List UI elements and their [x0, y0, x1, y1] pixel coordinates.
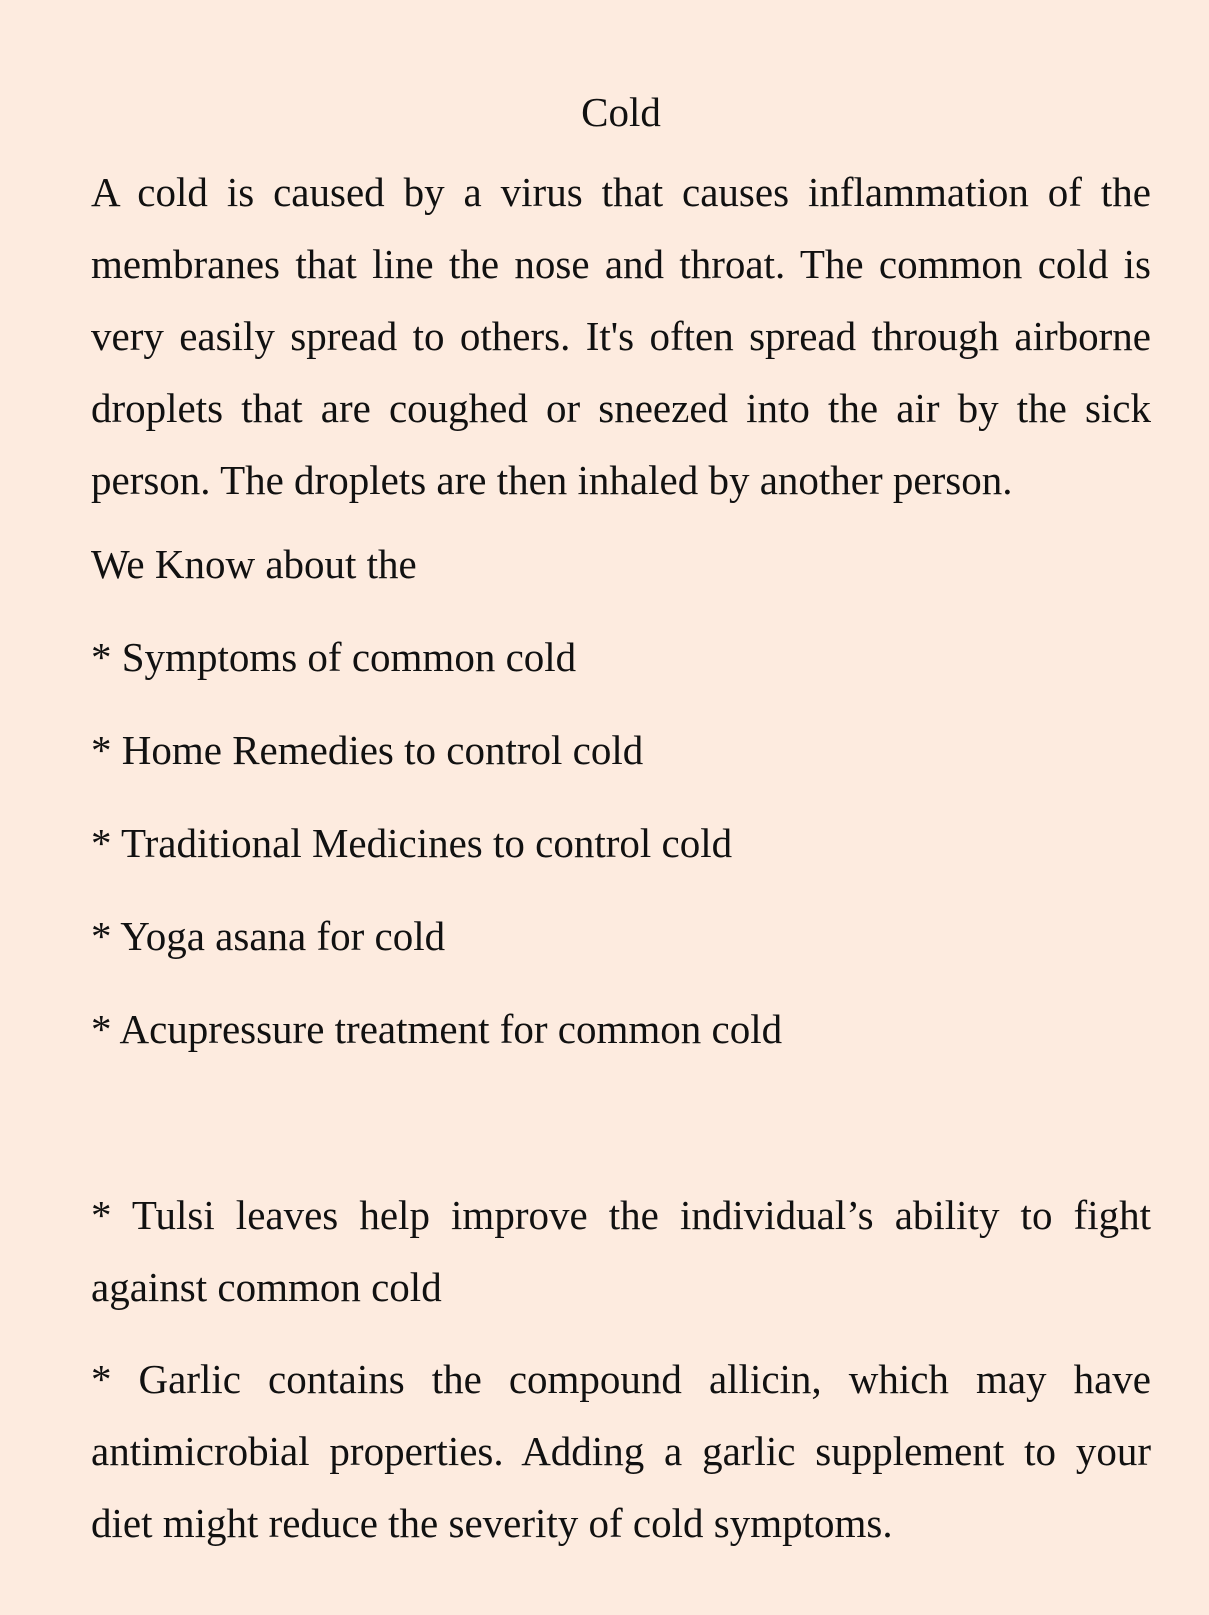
- section-spacer: [91, 1094, 1151, 1179]
- page-title: Cold: [581, 89, 661, 135]
- topic-item-traditional-medicines: * Traditional Medicines to control cold: [91, 820, 733, 866]
- topic-item-acupressure: * Acupressure treatment for common cold: [91, 1006, 783, 1052]
- topic-item-home-remedies: * Home Remedies to control cold: [91, 727, 644, 773]
- topic-item-symptoms: * Symptoms of common cold: [91, 634, 577, 680]
- remedy-item-tulsi: * Tulsi leaves help improve the individual’s ability to fight against common cold: [91, 1192, 1151, 1310]
- remedy-item-garlic: * Garlic contains the compound allicin, which may have antimicrobial properties. Adding a garlic supplement to your diet might reduce the severity of cold symptoms.: [91, 1356, 1151, 1546]
- topic-item-yoga: * Yoga asana for cold: [91, 913, 446, 959]
- intro-paragraph: A cold is caused by a virus that causes inflammation of the membranes that line the nose and throat. The common cold is very easily spread to others. It's often spread through airborne droplets that are coughed or sneezed into the air by the sick person. The droplets are then inhaled by another person.: [91, 169, 1151, 503]
- topics-lead: We Know about the: [91, 541, 417, 587]
